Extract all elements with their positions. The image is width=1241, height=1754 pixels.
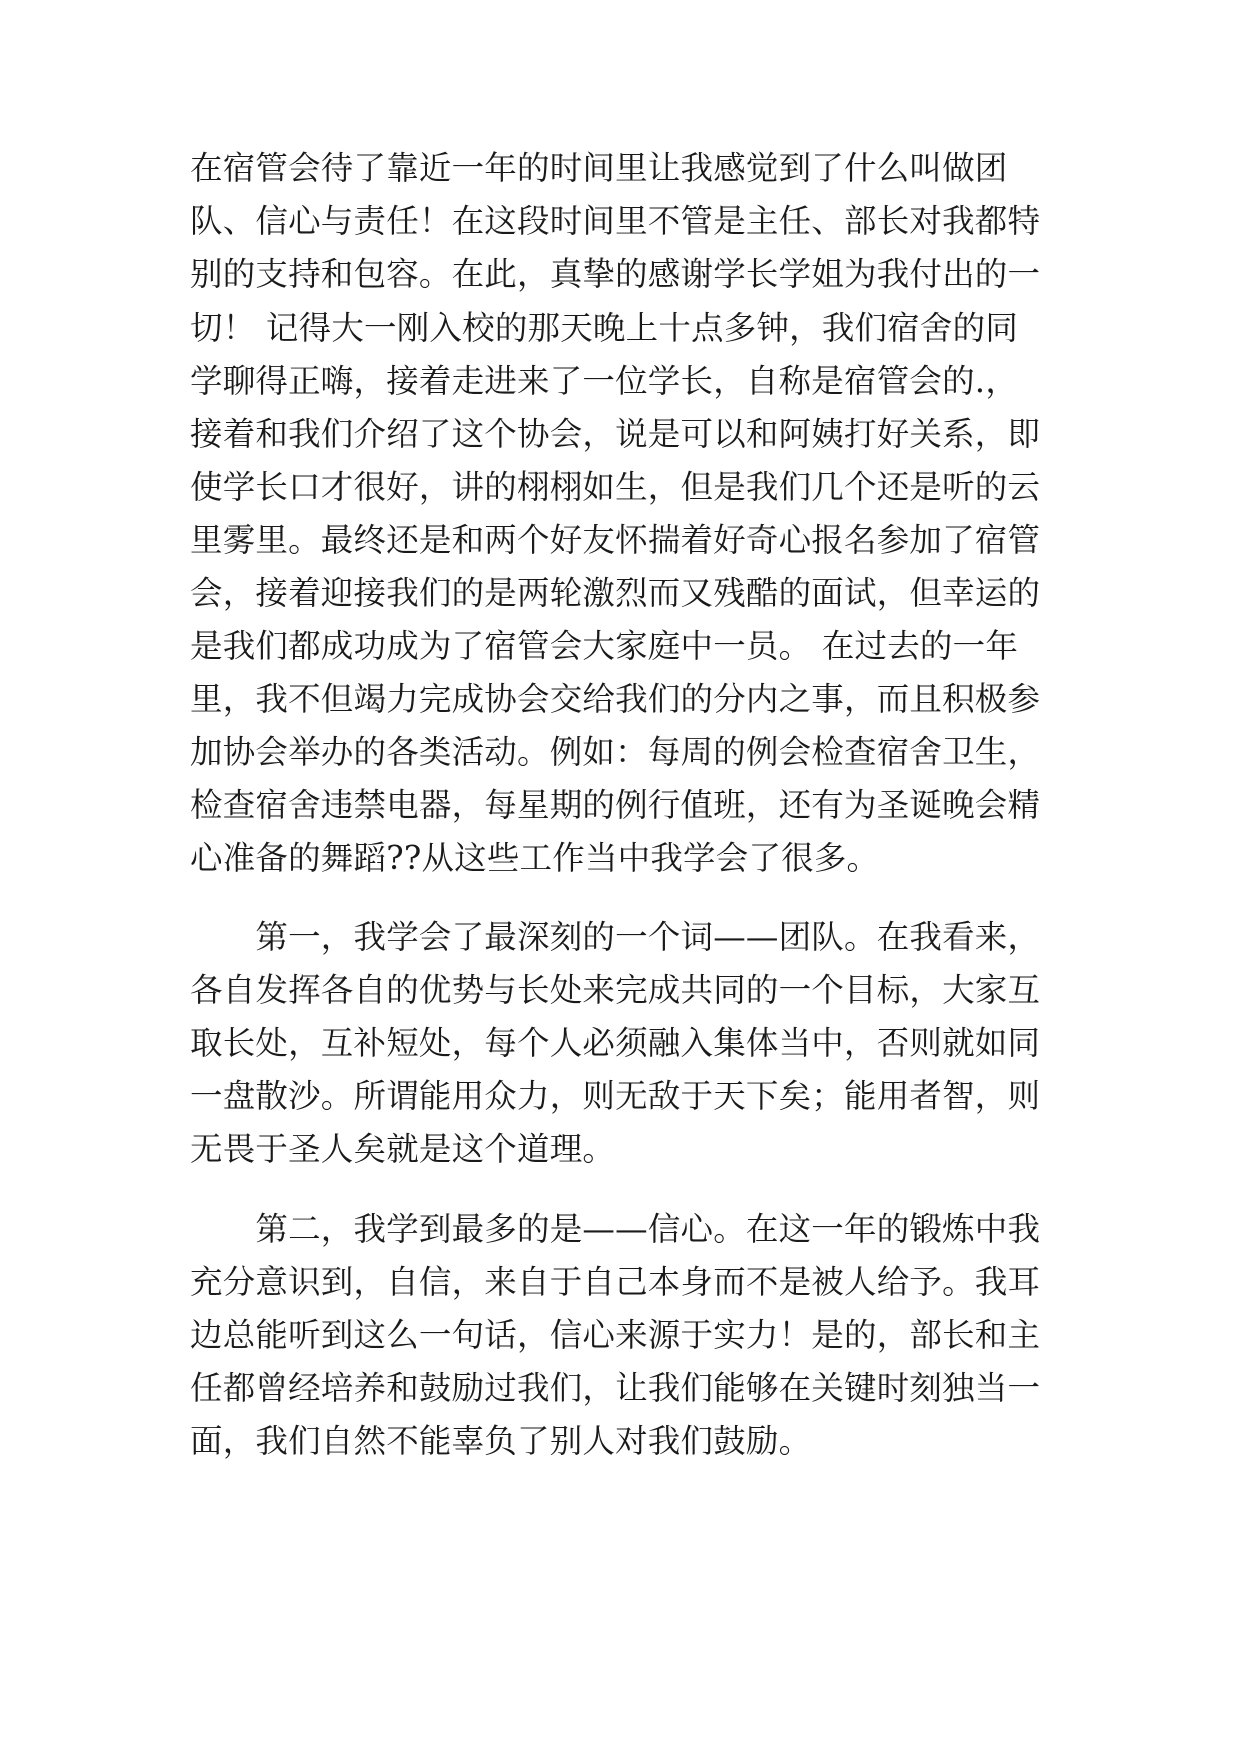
text-line: 边总能听到这么一句话，信心来源于实力！是的，部长和主	[190, 1316, 1041, 1354]
text-line: 里雾里。最终还是和两个好友怀揣着好奇心报名参加了宿管	[190, 521, 1041, 559]
text-line: 检查宿舍违禁电器，每星期的例行值班，还有为圣诞晚会精	[190, 786, 1041, 824]
text-line: 充分意识到，自信，来自于自己本身而不是被人给予。我耳	[190, 1263, 1041, 1301]
text-line: 各自发挥各自的优势与长处来完成共同的一个目标，大家互	[190, 971, 1041, 1009]
text-line: 一盘散沙。所谓能用众力，则无敌于天下矣；能用者智，则	[190, 1077, 1041, 1115]
text-line: 队、信心与责任！在这段时间里不管是主任、部长对我都特	[190, 202, 1041, 240]
text-line: 接着和我们介绍了这个协会，说是可以和阿姨打好关系，即	[190, 415, 1041, 453]
text-line: 切！ 记得大一刚入校的那天晚上十点多钟，我们宿舍的同	[190, 309, 1019, 347]
text-line: 取长处，互补短处，每个人必须融入集体当中，否则就如同	[190, 1024, 1041, 1062]
text-line: 无畏于圣人矣就是这个道理。	[190, 1130, 616, 1168]
text-line: 在宿管会待了靠近一年的时间里让我感觉到了什么叫做团	[190, 149, 1008, 187]
text-line: 是我们都成功成为了宿管会大家庭中一员。 在过去的一年	[190, 627, 1019, 665]
text-line: 任都曾经培养和鼓励过我们，让我们能够在关键时刻独当一	[190, 1369, 1041, 1407]
text-line: 会，接着迎接我们的是两轮激烈而又残酷的面试，但幸运的	[190, 574, 1041, 612]
text-line: 心准备的舞蹈??从这些工作当中我学会了很多。	[190, 839, 880, 877]
text-line: 加协会举办的各类活动。例如：每周的例会检查宿舍卫生，	[190, 733, 1041, 771]
text-line: 学聊得正嗨，接着走进来了一位学长，自称是宿管会的.，	[190, 362, 1019, 400]
text-line: 使学长口才很好，讲的栩栩如生，但是我们几个还是听的云	[190, 468, 1041, 506]
text-line: 里，我不但竭力完成协会交给我们的分内之事，而且积极参	[190, 680, 1041, 718]
text-line: 第一，我学会了最深刻的一个词——团队。在我看来，	[190, 918, 1041, 956]
text-line: 面，我们自然不能辜负了别人对我们鼓励。	[190, 1422, 812, 1460]
text-line: 第二，我学到最多的是——信心。在这一年的锻炼中我	[190, 1210, 1041, 1248]
text-line: 别的支持和包容。在此，真挚的感谢学长学姐为我付出的一	[190, 255, 1041, 293]
